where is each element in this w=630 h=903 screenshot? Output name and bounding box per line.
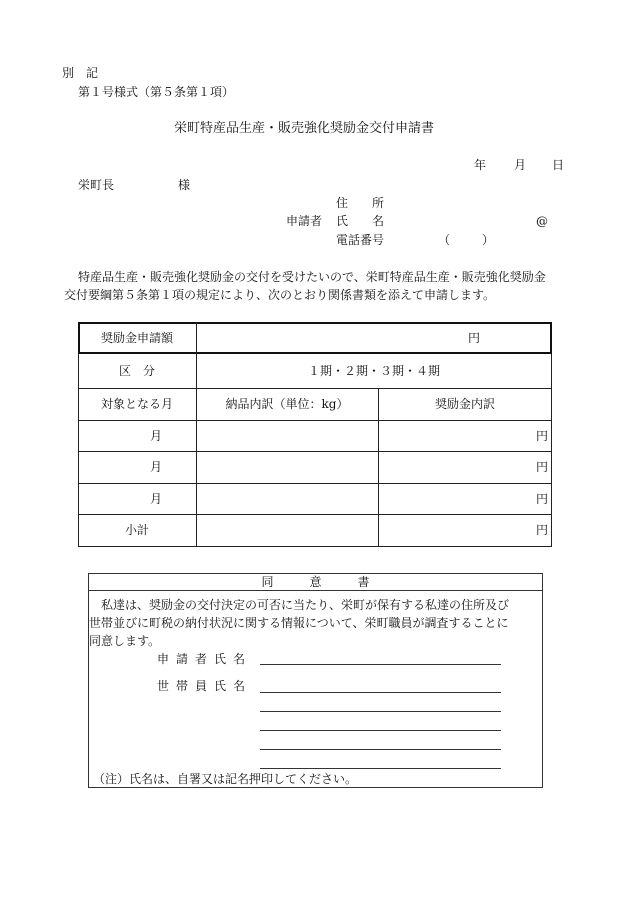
household-signature-line-5[interactable] [260, 768, 501, 769]
address-label: 住 所 [336, 196, 385, 210]
consent-note: （注）氏名は、自署又は記名押印してください。 [93, 772, 358, 786]
consent-title: 同 意 書 [261, 575, 370, 589]
addressee-honorific: 様 [178, 178, 191, 192]
consent-text-3: 同意します。 [89, 634, 161, 648]
amount-unit: 円 [467, 331, 480, 345]
body-line-2: 交付要綱第５条第１項の規定により、次のとおり関係書類を添えて申請します。 [64, 288, 496, 302]
household-signature-line-4[interactable] [260, 749, 501, 750]
seal-mark: @ [536, 214, 548, 228]
household-signature-line-2[interactable] [260, 711, 501, 712]
applicant-name-label: 申請者氏名 [157, 652, 253, 666]
application-table [78, 322, 552, 547]
addressee-name: 栄町長 [78, 178, 115, 192]
household-name-label: 世帯員氏名 [157, 679, 253, 693]
phone-paren-open: （ [438, 233, 451, 247]
household-signature-line-1[interactable] [260, 692, 501, 693]
date-day: 日 [552, 158, 565, 172]
phone-label: 電話番号 [336, 233, 385, 247]
col-header-month: 対象となる月 [100, 397, 173, 411]
col-header-incentive: 奨励金内訳 [434, 397, 495, 411]
subtotal-label: 小計 [124, 523, 149, 537]
consent-box [88, 573, 543, 788]
month-unit-1: 月 [150, 428, 163, 443]
consent-text-2: 世帯並びに町税の納付状況に関する情報について、栄町職員が調査することに [89, 616, 509, 630]
month-unit-3: 月 [150, 491, 163, 506]
consent-text-1: 私達は、奨励金の交付決定の可否に当たり、栄町が保有する私達の住所及び [101, 598, 510, 612]
date-month: 月 [514, 158, 527, 172]
household-signature-line-3[interactable] [260, 730, 501, 731]
yen-unit-1: 円 [535, 428, 548, 443]
annex-label: 別 記 [62, 66, 99, 80]
applicant-signature-line[interactable] [260, 664, 501, 665]
subtotal-yen-unit: 円 [535, 523, 548, 537]
yen-unit-2: 円 [535, 460, 548, 474]
yen-unit-3: 円 [535, 491, 548, 506]
consent-title-divider [89, 590, 542, 591]
document-title: 栄町特産品生産・販売強化奨励金交付申請書 [174, 121, 435, 136]
table-border-bottom [78, 546, 552, 547]
applicant-label: 申請者 [286, 214, 323, 228]
date-year: 年 [474, 158, 487, 172]
col-header-delivery: 納品内訳（単位：kg） [225, 397, 349, 411]
amount-label: 奨励金申請額 [100, 331, 173, 345]
name-label: 氏 名 [336, 214, 385, 228]
month-unit-2: 月 [150, 460, 163, 474]
phone-paren-close: ） [482, 233, 495, 247]
category-value: １期・２期・３期・４期 [307, 364, 440, 378]
category-label: 区 分 [118, 364, 155, 378]
form-number: 第１号様式（第５条第１項） [78, 85, 235, 99]
body-line-1: 特産品生産・販売強化奨励金の交付を受けたいので、栄町特産品生産・販売強化奨励金 [78, 270, 546, 284]
